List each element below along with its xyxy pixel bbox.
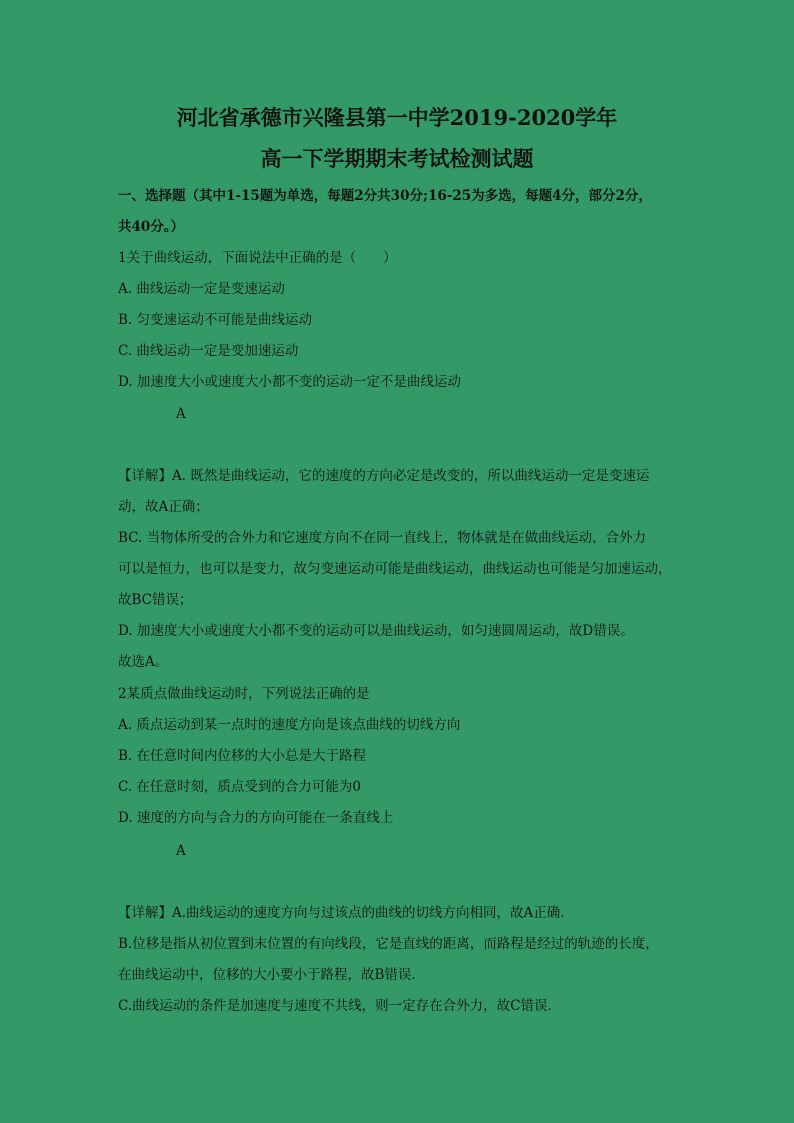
explanation-line: 故BC错误； xyxy=(118,592,193,608)
explanation-line: 动，故A正确； xyxy=(118,499,209,515)
explanation-line: 在曲线运动中，位移的大小要小于路程，故B错误． xyxy=(118,967,425,983)
explanation-line: 【详解】A. 既然是曲线运动，它的速度的方向必定是改变的，所以曲线运动一定是变速运 xyxy=(118,468,650,484)
explanation-line: 【详解】A.曲线运动的速度方向与过该点的曲线的切线方向相同，故A正确． xyxy=(118,905,574,921)
document-title-line-1: 河北省承德市兴隆县第一中学2019-2020学年 xyxy=(176,105,618,130)
option-a: A. 曲线运动一定是变速运动 xyxy=(118,281,285,297)
option-d: D. 加速度大小或速度大小都不变的运动一定不是曲线运动 xyxy=(118,374,461,390)
explanation-line: C.曲线运动的条件是加速度与速度不共线，则一定存在合外力，故C错误． xyxy=(118,998,561,1014)
explanation-line: 可以是恒力，也可以是变力，故匀变速运动可能是曲线运动，曲线运动也可能是匀加速运动， xyxy=(118,561,672,577)
section-heading-line-1: 一、选择题（其中1-15题为单选，每题2分共30分;16-25为多选，每题4分，部分2分， xyxy=(118,188,652,204)
question-stem: 1关于曲线运动，下面说法中正确的是（ ） xyxy=(118,250,397,266)
option-d: D. 速度的方向与合力的方向可能在一条直线上 xyxy=(118,810,394,826)
option-b: B. 在任意时间内位移的大小总是大于路程 xyxy=(118,748,367,764)
question-stem: 2某质点做曲线运动时，下列说法正确的是 xyxy=(118,686,370,702)
explanation-line: BC. 当物体所受的合外力和它速度方向不在同一直线上，物体就是在做曲线运动，合外力 xyxy=(118,530,647,546)
explanation-line: B.位移是指从初位置到末位置的有向线段，它是直线的距离，而路程是经过的轨迹的长度， xyxy=(118,936,659,952)
answer: A xyxy=(176,406,186,422)
section-heading-line-2: 共40分。） xyxy=(118,219,185,235)
explanation-line: 故选A。 xyxy=(118,654,169,670)
option-c: C. 曲线运动一定是变加速运动 xyxy=(118,343,299,359)
option-c: C. 在任意时刻，质点受到的合力可能为0 xyxy=(118,779,362,795)
document-title-line-2: 高一下学期期末考试检测试题 xyxy=(260,146,534,171)
explanation-line: D. 加速度大小或速度大小都不变的运动可以是曲线运动，如匀速圆周运动，故D错误。 xyxy=(118,623,634,639)
option-b: B. 匀变速运动不可能是曲线运动 xyxy=(118,312,313,328)
option-a: A. 质点运动到某一点时的速度方向是该点曲线的切线方向 xyxy=(118,717,461,733)
answer: A xyxy=(176,843,186,859)
